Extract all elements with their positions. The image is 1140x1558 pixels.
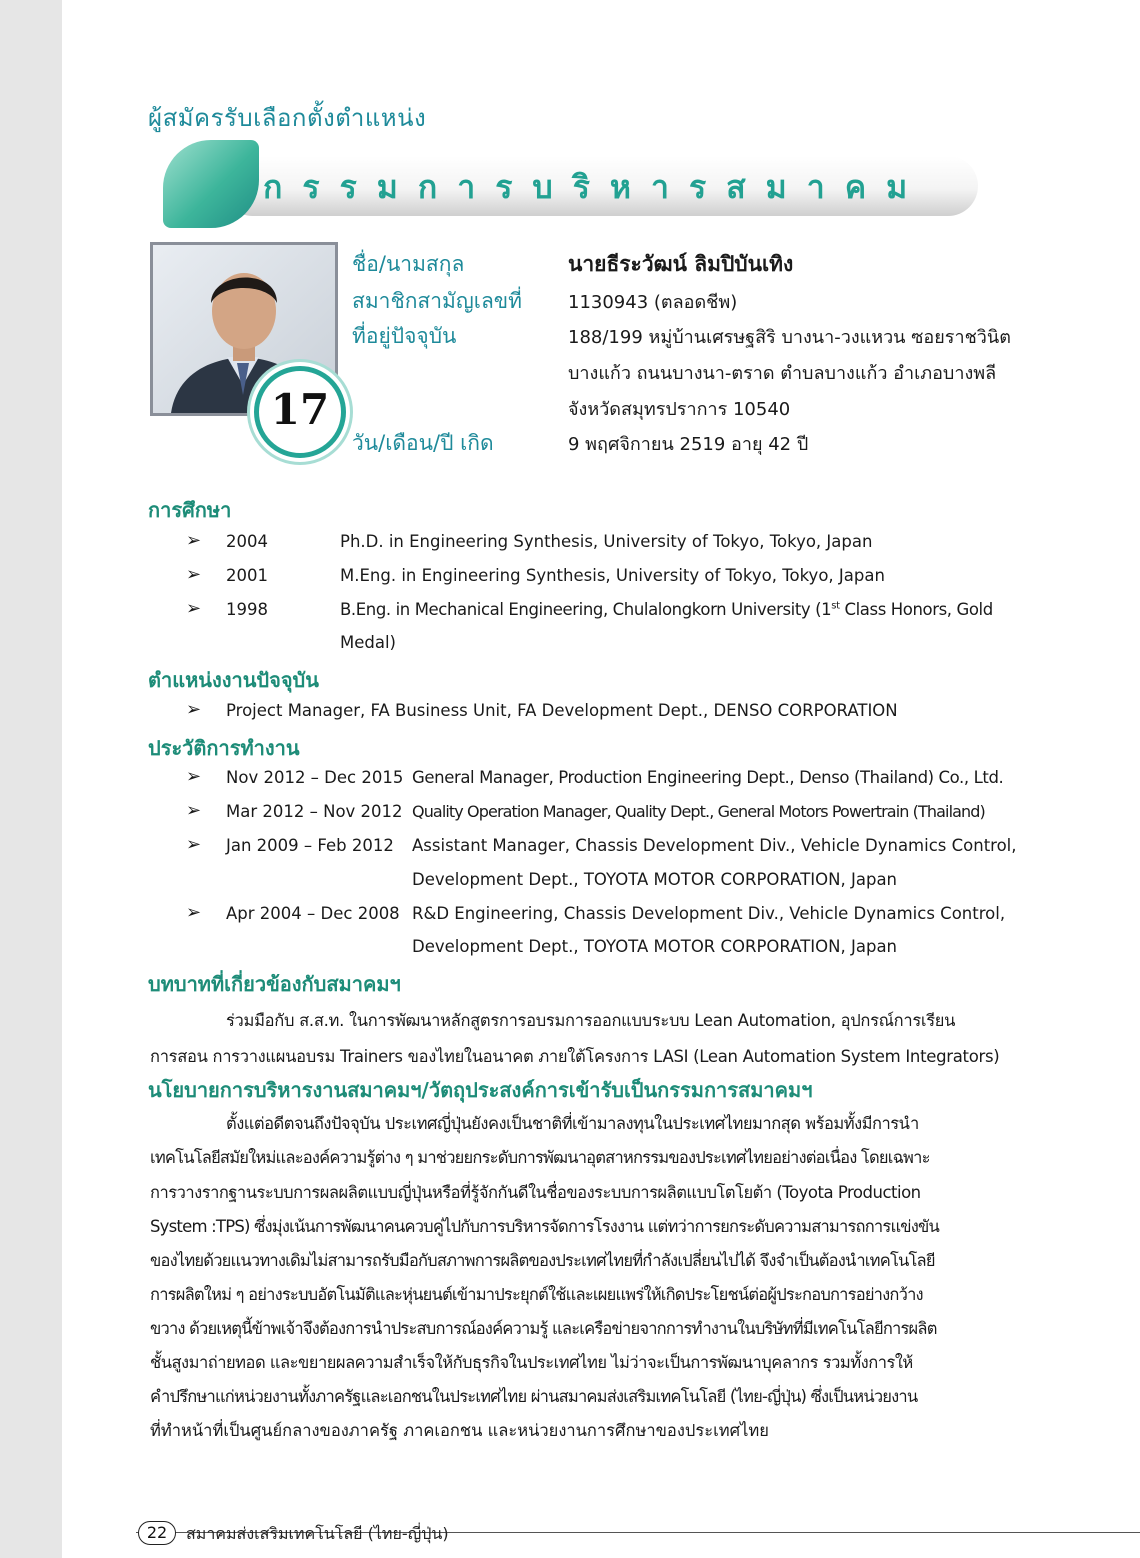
work-period: Mar 2012 – Nov 2012 [226, 802, 403, 821]
policy-line: ตั้งแต่อดีตจนถึงปัจจุบัน ประเทศญี่ปุ่นยังคงเป็นชาติที่เข้ามาลงทุนในประเทศไทยมากสุด พร้อมทั้งมีการนำ [226, 1114, 919, 1133]
address-line: จังหวัดสมุทรปราการ 10540 [568, 399, 791, 420]
education-desc: Ph.D. in Engineering Synthesis, University of Tokyo, Tokyo, Japan [340, 532, 873, 551]
current-position-text: Project Manager, FA Business Unit, FA Development Dept., DENSO CORPORATION [226, 701, 898, 720]
education-year: 1998 [226, 600, 268, 619]
education-year: 2001 [226, 566, 268, 585]
superscript: st [831, 600, 840, 612]
address-line: บางแก้ว ถนนบางนา-ตราด ตำบลบางแก้ว อำเภอบางพลี [568, 363, 997, 384]
education-desc: M.Eng. in Engineering Synthesis, University of Tokyo, Tokyo, Japan [340, 566, 885, 585]
role-line: ร่วมมือกับ ส.ส.ท. ในการพัฒนาหลักสูตรการอบรมการออกแบบระบบ Lean Automation, อุปกรณ์การเรียน [226, 1011, 956, 1030]
policy-line: ชั้นสูงมาถ่ายทอด และขยายผลความสำเร็จให้กับธุรกิจในประเทศไทย ไม่ว่าจะเป็นการพัฒนาบุคลากร รวมทั้งการให้ [150, 1353, 913, 1372]
bullet-icon: ➢ [186, 699, 202, 720]
address-line: 188/199 หมู่บ้านเศรษฐสิริ บางนา-วงแหวน ซอยราชวินิต [568, 327, 1011, 348]
name-label: ชื่อ/นามสกุล [352, 252, 465, 276]
page-edge-strip [0, 0, 62, 1558]
work-history-heading: ประวัติการทำงาน [148, 736, 300, 760]
member-label: สมาชิกสามัญเลขที่ [352, 289, 523, 313]
bullet-icon: ➢ [186, 766, 202, 787]
education-desc-part: B.Eng. in Mechanical Engineering, Chulalongkorn University (1 [340, 600, 832, 619]
work-period: Nov 2012 – Dec 2015 [226, 768, 404, 787]
work-period: Jan 2009 – Feb 2012 [226, 836, 394, 855]
role-heading: บทบาทที่เกี่ยวข้องกับสมาคมฯ [148, 972, 401, 996]
page-pretitle: ผู้สมัครรับเลือกตั้งตำแหน่ง [148, 104, 427, 132]
work-desc: Quality Operation Manager, Quality Dept., General Motors Powertrain (Thailand) [412, 802, 985, 821]
name-value: นายธีระวัฒน์ ลิมปิบันเทิง [568, 252, 794, 276]
footer-publisher: สมาคมส่งเสริมเทคโนโลยี (ไทย-ญี่ปุ่น) [186, 1524, 449, 1543]
work-desc: Development Dept., TOYOTA MOTOR CORPORATION, Japan [412, 870, 898, 889]
policy-line: ของไทยด้วยแนวทางเดิมไม่สามารถรับมือกับสภาพการผลิตของประเทศไทยที่กำลังเปลี่ยนไปได้ จึงจำเป็นต้องนำเทคโนโลยี [150, 1251, 935, 1270]
bullet-icon: ➢ [186, 834, 202, 855]
policy-heading: นโยบายการบริหารงานสมาคมฯ/วัตถุประสงค์การเข้ารับเป็นกรรมการสมาคมฯ [148, 1078, 813, 1102]
policy-line: คำปรึกษาแก่หน่วยงานทั้งภาครัฐและเอกชนในประเทศไทย ผ่านสมาคมส่งเสริมเทคโนโลยี (ไทย-ญี่ปุ่น) ซึ่งเป็นหน่วยงาน [150, 1387, 918, 1406]
bullet-icon: ➢ [186, 564, 202, 585]
birth-label: วัน/เดือน/ปี เกิด [352, 431, 494, 455]
education-year: 2004 [226, 532, 268, 551]
banner-title: กรรมการบริหารสมาคม [263, 168, 928, 206]
current-position-heading: ตำแหน่งงานปัจจุบัน [148, 668, 319, 692]
work-desc: General Manager, Production Engineering Dept., Denso (Thailand) Co., Ltd. [412, 768, 1004, 787]
policy-line: ขวาง ด้วยเหตุนี้ข้าพเจ้าจึงต้องการนำประสบการณ์องค์ความรู้ และเครือข่ายจากการทำงานในบริษัทที่มีเทคโนโลยีการผลิต [150, 1319, 937, 1338]
bullet-icon: ➢ [186, 902, 202, 923]
policy-line: การผลิตใหม่ ๆ อย่างระบบอัตโนมัติและหุ่นยนต์เข้ามาประยุกต์ใช้และเผยแพร่ให้เกิดประโยชน์ต่อผู้ประกอบการอย่างกว้าง [150, 1285, 923, 1304]
member-value: 1130943 (ตลอดชีพ) [568, 292, 738, 313]
page-number: 22 [138, 1521, 176, 1545]
work-desc: R&D Engineering, Chassis Development Div., Vehicle Dynamics Control, [412, 904, 1006, 923]
education-desc [340, 600, 993, 619]
candidate-number: 17 [270, 385, 330, 434]
work-desc: Assistant Manager, Chassis Development Div., Vehicle Dynamics Control, [412, 836, 1017, 855]
work-desc: Development Dept., TOYOTA MOTOR CORPORATION, Japan [412, 937, 898, 956]
policy-line: ที่ทำหน้าที่เป็นศูนย์กลางของภาครัฐ ภาคเอกชน และหน่วยงานการศึกษาของประเทศไทย [150, 1421, 769, 1440]
education-desc-cont: Medal) [340, 633, 396, 652]
work-period: Apr 2004 – Dec 2008 [226, 904, 400, 923]
education-desc-part: Class Honors, Gold [839, 600, 993, 619]
policy-line: เทคโนโลยีสมัยใหม่และองค์ความรู้ต่าง ๆ มาช่วยยกระดับการพัฒนาอุตสาหกรรมของประเทศไทยอย่างต่อเนื่อง โดยเฉพาะ [150, 1148, 930, 1167]
title-banner [163, 140, 978, 228]
address-label: ที่อยู่ปัจจุบัน [352, 324, 457, 348]
bullet-icon: ➢ [186, 598, 202, 619]
policy-line: การวางรากฐานระบบการผลผลิตแบบญี่ปุ่นหรือที่รู้จักกันดีในชื่อของระบบการผลิตแบบโตโยต้า (Toyota Production [150, 1183, 921, 1202]
role-line: การสอน การวางแผนอบรม Trainers ของไทยในอนาคต ภายใต้โครงการ LASI (Lean Automation System Integrators) [150, 1047, 1000, 1066]
bullet-icon: ➢ [186, 800, 202, 821]
candidate-number-badge [254, 366, 346, 458]
birth-value: 9 พฤศจิกายน 2519 อายุ 42 ปี [568, 434, 809, 455]
policy-line: System :TPS) ซึ่งมุ่งเน้นการพัฒนาคนควบคู่ไปกับการบริหารจัดการโรงงาน แต่ทว่าการยกระดับความสามารถการแข่งขัน [150, 1217, 939, 1236]
education-heading: การศึกษา [148, 498, 232, 522]
bullet-icon: ➢ [186, 530, 202, 551]
